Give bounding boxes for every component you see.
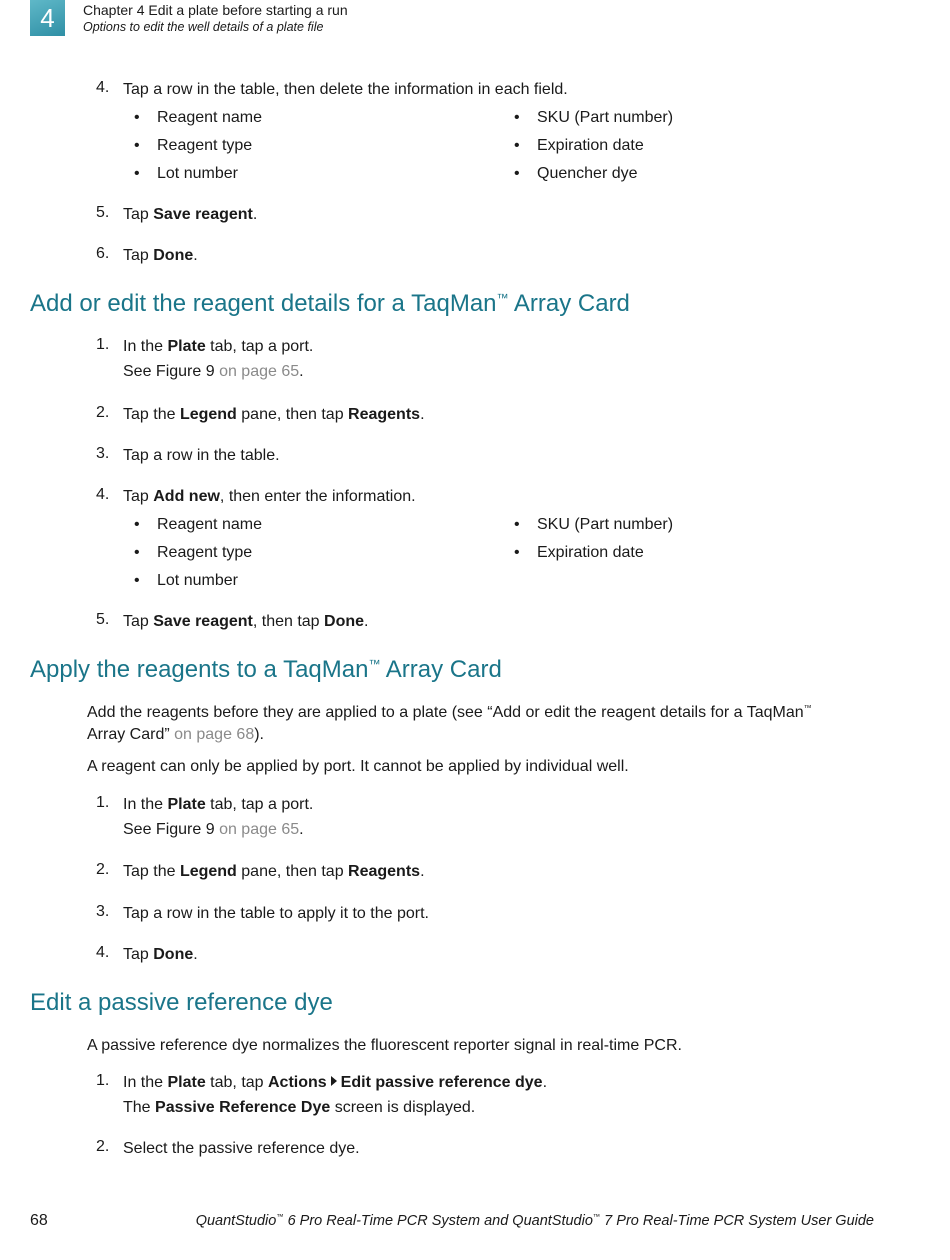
footer-guide-title: QuantStudio™ 6 Pro Real-Time PCR System and QuantStudio™ 7 Pro Real-Time PCR System User Guide <box>195 1212 874 1229</box>
step-text: Tap Done. <box>123 247 198 264</box>
page-link[interactable]: on page 68 <box>169 726 255 743</box>
step-number: 1. <box>96 336 110 353</box>
intro-paragraph-line2: Array Card” on page 68). <box>87 726 264 743</box>
step-text: In the Plate tab, tap Actions Edit passive reference dye. <box>123 1074 548 1091</box>
port-note-paragraph: A reagent can only be applied by port. It cannot be applied by individual well. <box>87 758 629 775</box>
page-link[interactable]: on page 65 <box>219 363 300 380</box>
running-header <box>83 2 348 36</box>
step-text: Tap Save reagent, then tap Done. <box>123 613 369 630</box>
step-text: Tap Add new, then enter the information. <box>123 488 416 505</box>
section-heading-passive-reference-dye: Edit a passive reference dye <box>30 989 333 1016</box>
step-number: 1. <box>96 1072 110 1089</box>
chapter-number-badge: 4 <box>30 0 65 36</box>
step-text: Tap the Legend pane, then tap Reagents. <box>123 406 425 423</box>
step-subtext: The Passive Reference Dye screen is displayed. <box>123 1099 476 1116</box>
step-number: 2. <box>96 404 110 421</box>
step-number: 3. <box>96 445 110 462</box>
step-text: Tap a row in the table, then delete the information in each field. <box>123 81 568 98</box>
step-number: 2. <box>96 861 110 878</box>
step-text: Tap Save reagent. <box>123 206 258 223</box>
step-text: In the Plate tab, tap a port. <box>123 338 314 355</box>
step-text: Tap Done. <box>123 946 198 963</box>
step-number: 5. <box>96 611 110 628</box>
step-number: 6. <box>96 245 110 262</box>
page-link[interactable]: on page 65 <box>219 821 300 838</box>
header-chapter-label: Chapter 4 <box>83 2 145 18</box>
step-subtext: See Figure 9 on page 65. <box>123 363 304 380</box>
header-chapter-title: Edit a plate before starting a run <box>148 2 348 18</box>
step-text: Select the passive reference dye. <box>123 1140 360 1157</box>
section-heading-apply-reagents: Apply the reagents to a TaqMan™ Array Card <box>30 656 502 683</box>
step-number: 1. <box>96 794 110 811</box>
header-section-title: Options to edit the well details of a plate file <box>83 20 324 34</box>
step-number: 3. <box>96 903 110 920</box>
header-chapter-line <box>83 2 348 19</box>
step-number: 4. <box>96 944 110 961</box>
passive-dye-paragraph: A passive reference dye normalizes the fluorescent reporter signal in real-time PCR. <box>87 1037 682 1054</box>
step-subtext: See Figure 9 on page 65. <box>123 821 304 838</box>
section-heading-add-edit-reagent: Add or edit the reagent details for a TaqMan™ Array Card <box>30 290 630 317</box>
step-text: In the Plate tab, tap a port. <box>123 796 314 813</box>
step-text: Tap a row in the table to apply it to the port. <box>123 905 429 922</box>
step-number: 2. <box>96 1138 110 1155</box>
page-number: 68 <box>30 1212 48 1229</box>
step-text: Tap the Legend pane, then tap Reagents. <box>123 863 425 880</box>
intro-paragraph-line1: Add the reagents before they are applied to a plate (see “Add or edit the reagent details for a TaqMan™ <box>87 703 812 721</box>
step-number: 4. <box>96 79 110 96</box>
step-text: Tap a row in the table. <box>123 447 280 464</box>
step-number: 4. <box>96 486 110 503</box>
menu-arrow-icon <box>331 1076 337 1086</box>
step-number: 5. <box>96 204 110 221</box>
